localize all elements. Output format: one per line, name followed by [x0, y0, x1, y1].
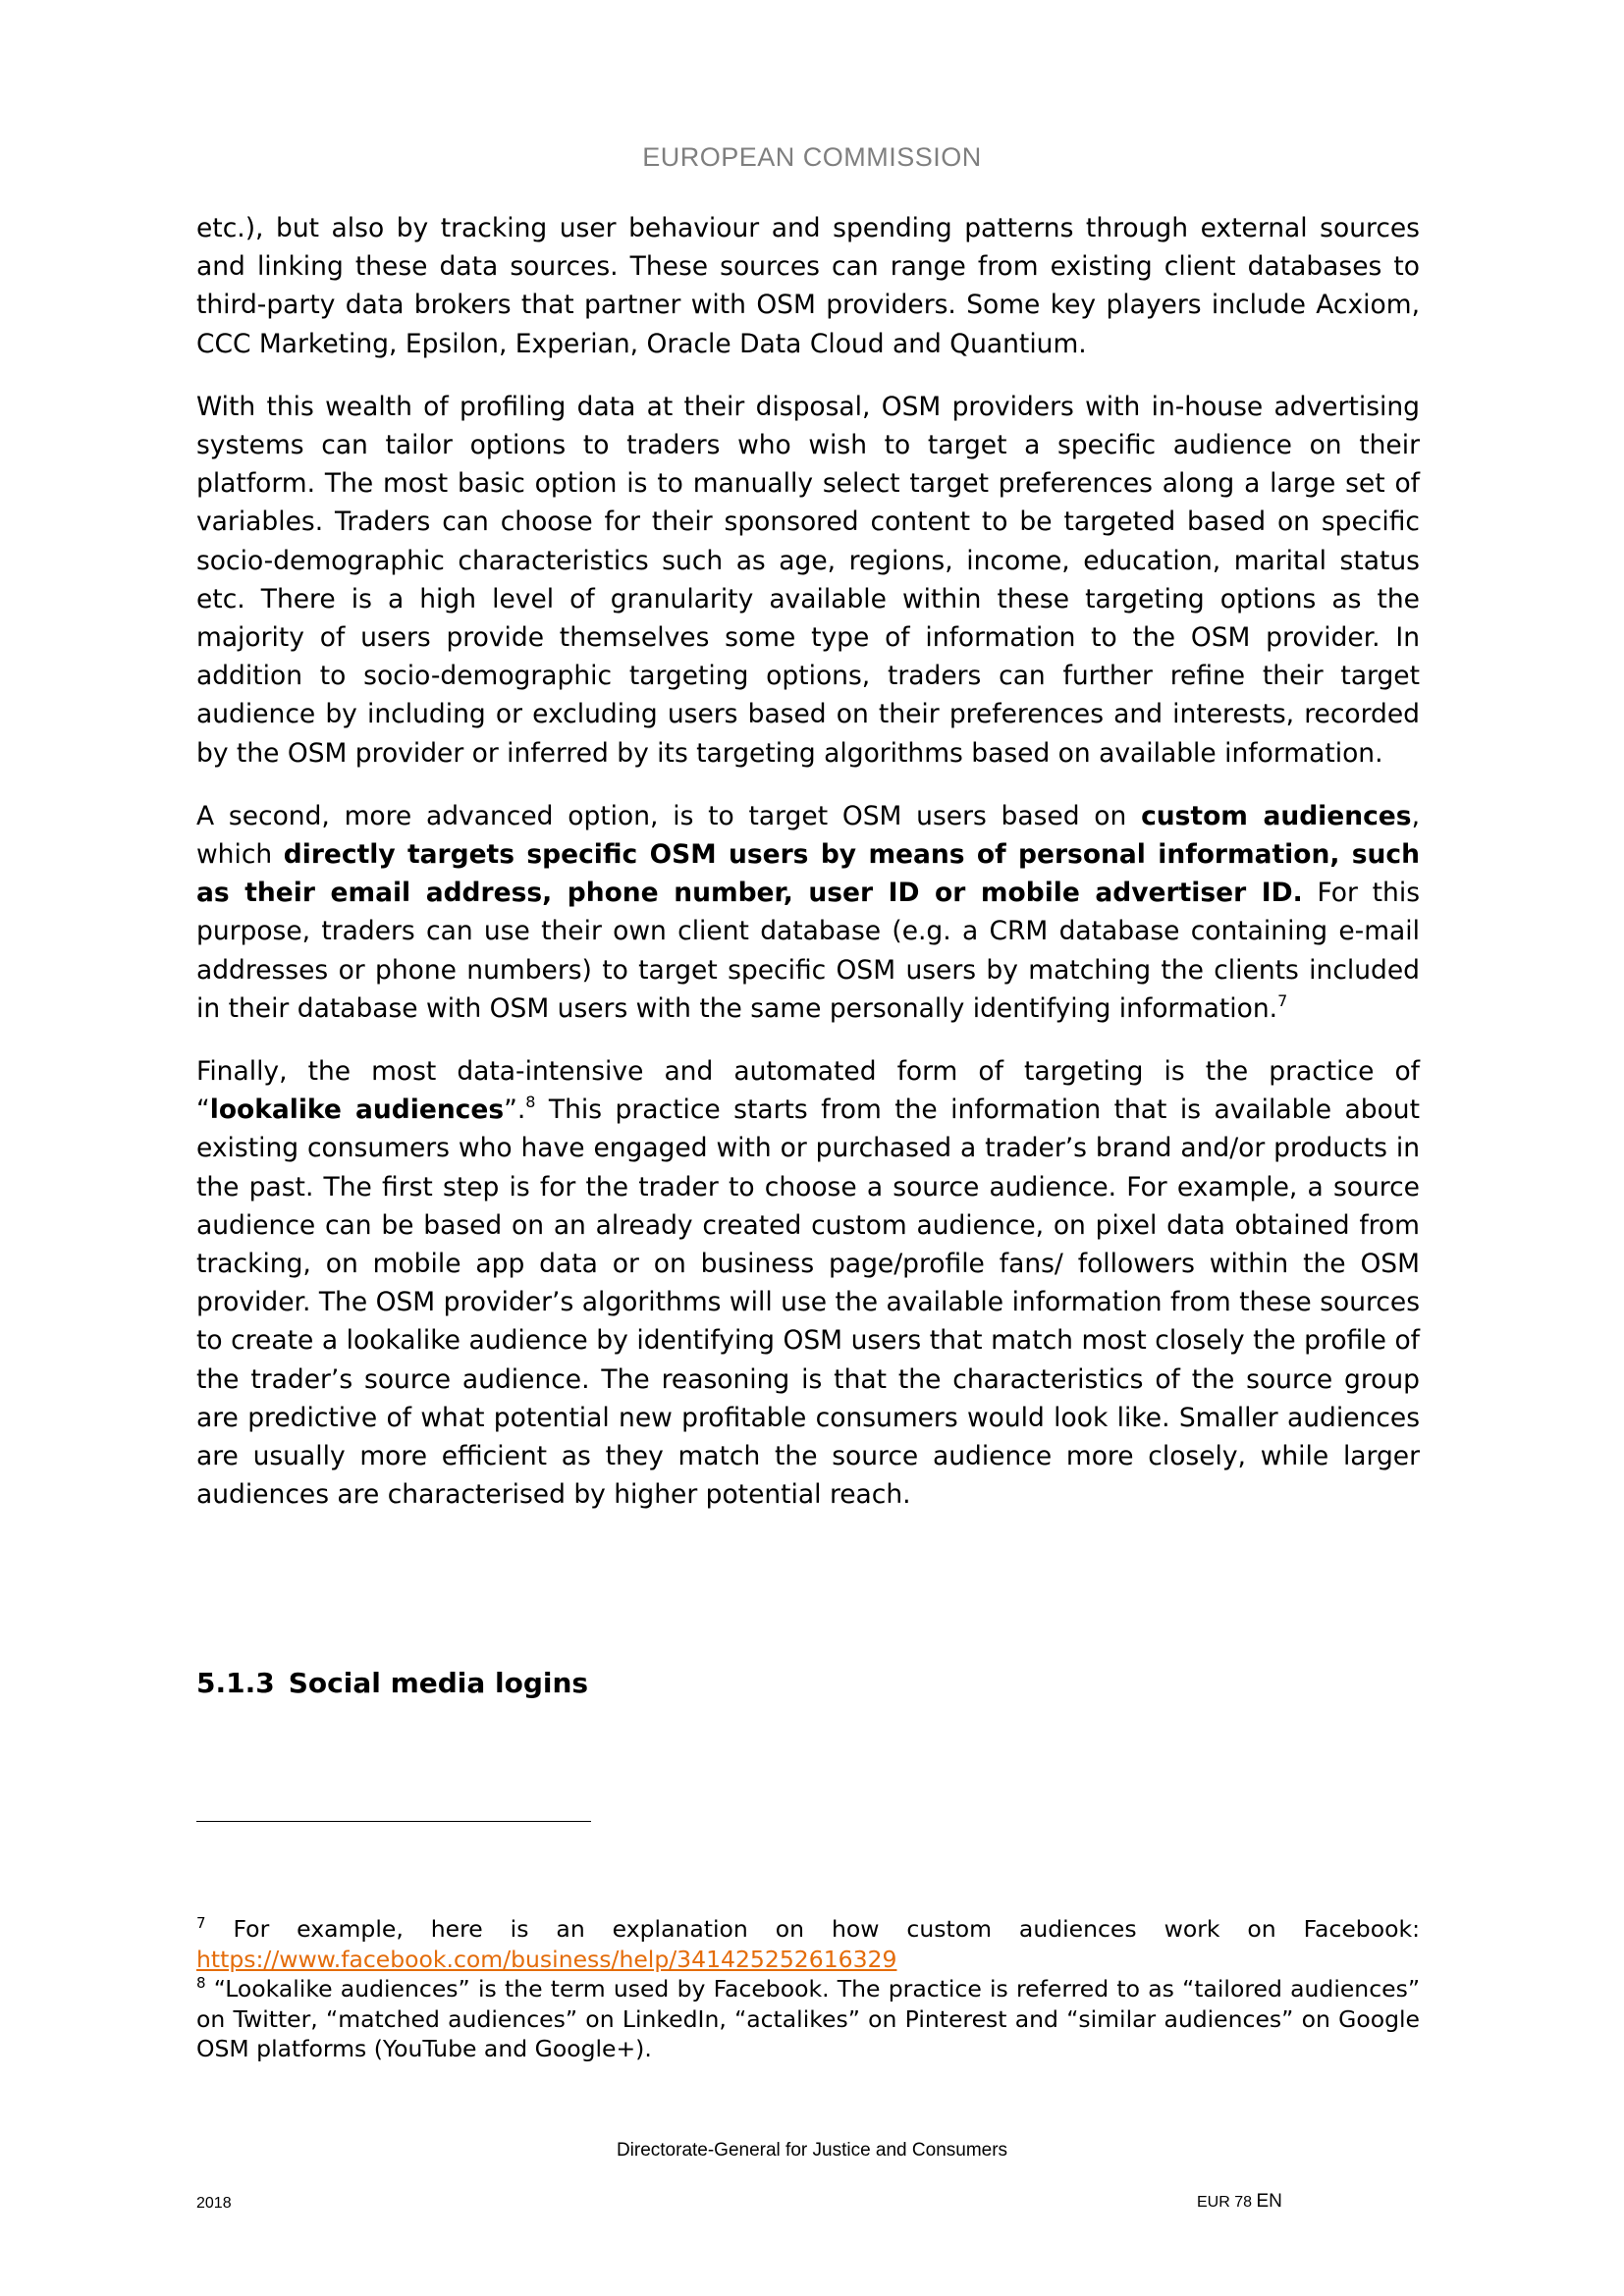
language-code: EN: [1256, 2191, 1282, 2212]
paragraph-profiling-options: With this wealth of profiling data at their disposal, OSM providers with in-house advertising systems can tailor options to traders who wish to target a specific audience on their platform. The most basic option is to manually select target preferences along a large set of variables. Traders can choose for their sponsored content to be targeted based on specific socio-demographic characteristics such as age, regions, income, education, marital status etc. There is a high level of granularity available within these targeting options as the majority of users provide themselves some type of information to the OSM provider. In addition to socio-demographic targeting options, traders can further refine their target audience by including or excluding users based on their preferences and interests, recorded by the OSM provider or inferred by its targeting algorithms based on available information.: [196, 391, 1420, 769]
paragraph-data-sources: etc.), but also by tracking user behaviour and spending patterns through external sources and linking these data sources. These sources can range from existing client databases to third-party data brokers that partner with OSM providers. Some key players include Acxiom, CCC Marketing, Epsilon, Experian, Oracle Data Cloud and Quantium.: [196, 213, 1420, 359]
footnote-number: 8: [196, 1974, 206, 1993]
text-run: For this purpose, traders can use their own client database (e.g. a CRM database containing e-mail addresses or phone numbers) to target specific OSM users by matching the clients included in their database with OSM users with the same personally identifying information.: [196, 878, 1420, 1024]
footnote-text: For example, here is an explanation on how custom audiences work on Facebook:: [205, 1915, 1420, 1943]
footnote-8: [196, 1974, 1420, 2064]
footnote-number: 7: [196, 1914, 206, 1932]
footnote-ref-8[interactable]: 8: [525, 1093, 536, 1112]
footnote-7: [196, 1914, 1420, 1974]
section-number: 5.1.3: [196, 1667, 275, 1699]
text-run: ”.: [504, 1095, 526, 1126]
bold-definition-custom-audiences: directly targets specific OSM users by means of personal information, such as their email address, phone number, user ID or mobile advertiser ID.: [196, 839, 1420, 909]
footnote-separator: [196, 1821, 591, 1822]
facebook-help-link[interactable]: https://www.facebook.com/business/help/341425252616329: [196, 1945, 897, 1973]
footer-page-ref: [1197, 2191, 1282, 2213]
section-heading: [196, 1667, 588, 1699]
page-header: EUROPEAN COMMISSION: [642, 142, 982, 172]
footnotes: [196, 1914, 1420, 2064]
paragraph-lookalike-audiences: [196, 1052, 1420, 1514]
footnote-text: “Lookalike audiences” is the term used by Facebook. The practice is referred to as “tailored audiences” on Twitter, “matched audiences” on LinkedIn, “actalikes” on Pinterest and “similar audiences” on Google OSM platforms (YouTube and Google+).: [196, 1975, 1420, 2063]
body-text: [196, 209, 1420, 1539]
text-run: Finally, the most data-intensive and automated form of targeting is the practice of “: [196, 1056, 1420, 1126]
text-run: , which: [196, 800, 1420, 871]
text-run: This practice starts from the information that is available about existing consumers who have engaged with or purchased a trader’s brand and/or products in the past. The first step is for the trader to choose a source audience. For example, a source audience can be based on an already created custom audience, on pixel data obtained from tracking, on mobile app data or on business page/profile fans/ followers within the OSM provider. The OSM provider’s algorithms will use the available information from these sources to create a lookalike audience by identifying OSM users that match most closely the profile of the trader’s source audience. The reasoning is that the characteristics of the source group are predictive of what potential new profitable consumers would look like. Smaller audiences are usually more efficient as they match the source audience more closely, while larger audiences are characterised by higher potential reach.: [196, 1095, 1420, 1511]
footer-directorate: Directorate-General for Justice and Consumers: [616, 2140, 1008, 2161]
footnote-ref-7[interactable]: 7: [1277, 990, 1288, 1010]
paragraph-custom-audiences: [196, 797, 1420, 1028]
page-reference: EUR 78: [1197, 2194, 1253, 2211]
text-run: A second, more advanced option, is to target OSM users based on: [196, 800, 1142, 831]
bold-term-lookalike-audiences: lookalike audiences: [209, 1095, 505, 1126]
section-title: Social media logins: [288, 1667, 589, 1699]
footer-year: 2018: [196, 2195, 232, 2212]
bold-term-custom-audiences: custom audiences: [1141, 800, 1412, 831]
